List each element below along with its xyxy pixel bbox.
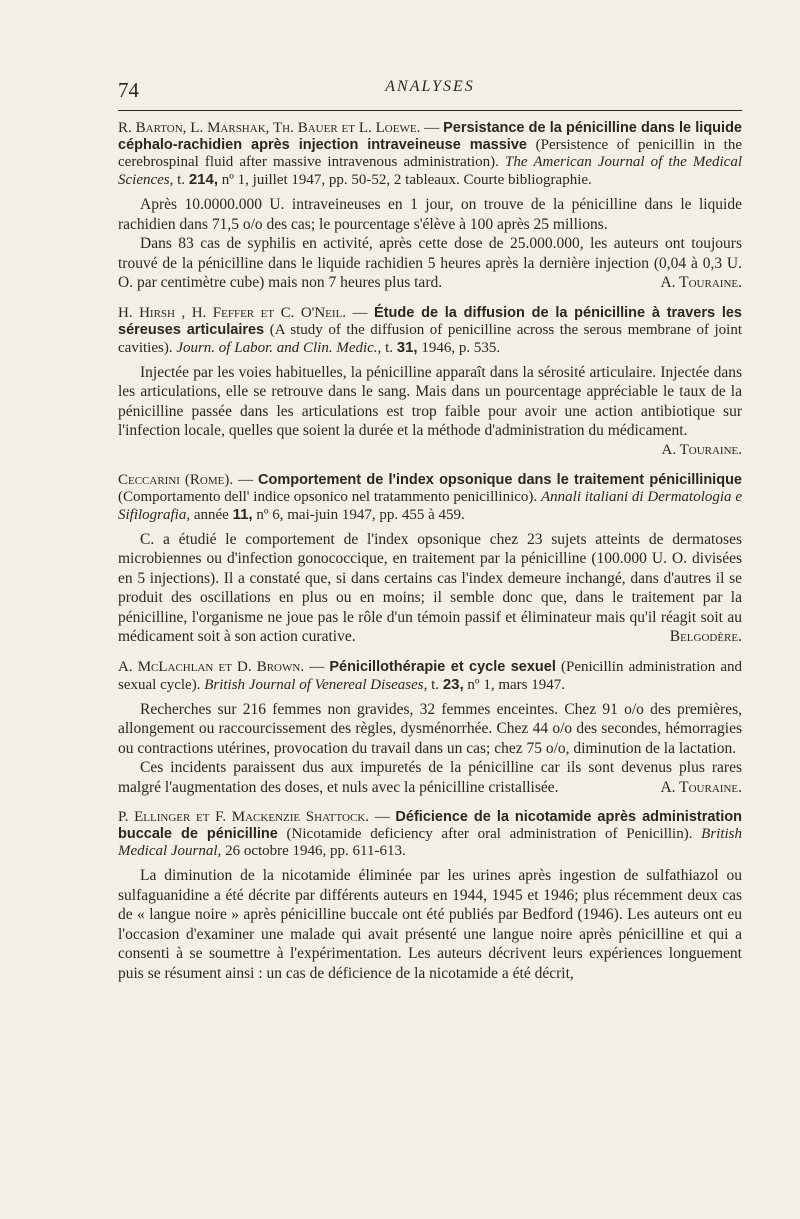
publication-details: 1946, p. 535. <box>421 339 501 356</box>
running-title: ANALYSES <box>385 78 475 95</box>
abstract-paragraph: C. a étudié le comportement de l'index opsonique chez 23 sujets atteints de dermatoses microbiennes ou d'infection gonococcique, en traitement par la pénicilline (100.000 U. O. divisées en 5 injections). Il a constaté que, si dans certains cas l'index demeure inchangé, dans d'autres il se produit des oscillations en plus ou en moins; il semble donc que, dans le traitement par la pénicilline, l'organisme ne joue pas le rôle d'un témoin passif et éliminateur mais qu'il réagit soit au médicament soit à son action curative. Belgodère. <box>118 530 742 645</box>
journal-name: British Medical Journal, <box>118 826 743 859</box>
journal-name: Journ. of Labor. and Clin. Medic., <box>176 339 382 356</box>
abstract-entry <box>118 305 742 460</box>
publication-details: nº 1, mars 1947. <box>467 676 565 693</box>
article-title: Déficience de la nicotamide après administration buccale de pénicilline <box>118 809 742 842</box>
abstract-paragraph: Ces incidents paraissent dus aux impuretés de la pénicilline car ils sont devenus plus rares malgré l'augmentation des doses, et nuls avec la pénicilline cristallisée. A. Touraine. <box>118 759 742 796</box>
publication-details: nº 1, juillet 1947, pp. 50-52, 2 tableaux. Courte bibliographie. <box>221 172 592 188</box>
volume-number: 11, <box>232 505 253 523</box>
authors: Ceccarini (Rome). — <box>118 471 254 488</box>
citation <box>118 809 742 860</box>
citation <box>118 120 742 189</box>
publication-details: nº 6, mai-juin 1947, pp. 455 à 459. <box>256 506 465 523</box>
volume-prefix: t. <box>431 676 440 693</box>
abstract-paragraph: La diminution de la nicotamide éliminée par les urines après ingestion de sulfathiazol ou sulfaguanidine a été décrite par différents auteurs en 1944, 1945 et 1946; plus récemment deux cas de « langue noire » après pénicilline buccale ont été publiés par Bedford (1946). Les auteurs ont eu l'occasion d'examiner une malade qui avait présenté une langue noire après pénicilline et qui a consenti à se soumettre à l'expérimentation. Les auteurs décrivent leurs expériences longuement puis se résument ainsi : un cas de déficience de la nicotamide a été décrit, <box>118 867 742 982</box>
abstract-paragraph: Dans 83 cas de syphilis en activité, après cette dose de 25.000.000, les auteurs ont toujours trouvé de la pénicilline dans le liquide rachidien 5 heures après la dernière injection (0,04 à 0,3 U. O. par centimètre cube) mais non 7 heures plus tard. A. Touraine. <box>118 235 742 291</box>
journal-name: The American Journal of the Medical Sciences, <box>118 154 742 188</box>
abstract-paragraph: Injectée par les voies habituelles, la pénicilline apparaît dans la sérosité articulaire. Injectée dans les articulations, elle se retrouve dans le sang. Mais dans un pourcentage appréciable le taux de la pénicilline passée dans les articulations est trop faible pour avoir une action antibiotique sur l'infection locale, quelles que soient la durée et la méthode d'administration du médicament. <box>118 363 742 439</box>
abstract-paragraph: Après 10.0000.000 U. intraveineuses en 1 jour, on trouve de la pénicilline dans le liquide rachidien dans 71,5 o/o des cas; le pourcentage s'élève à 100 après 25 millions. <box>118 196 742 233</box>
english-title: (A study of the diffusion of penicilline across the serous membrane of joint cavities). <box>118 321 743 356</box>
journal-name: British Journal of Venereal Diseases, <box>204 676 428 693</box>
volume-number: 23, <box>442 675 464 693</box>
authors: A. McLachlan et D. Brown. — <box>118 658 325 675</box>
article-title: Comportement de l'index opsonique dans le traitement pénicillinique <box>258 471 742 488</box>
abstract-entry <box>118 472 742 647</box>
abstract-entry <box>118 120 742 293</box>
reviewer-signature: Belgodère. <box>669 628 742 645</box>
english-title: (Penicillin administration and sexual cycle). <box>118 658 743 693</box>
reviewer-signature: A. Touraine. <box>660 274 742 291</box>
volume-prefix: année <box>193 506 229 523</box>
authors: P. Ellinger et F. Mackenzie Shattock. — <box>118 809 390 825</box>
english-title: (Comportamento dell' indice opsonico nel tratammento penicillinico). <box>118 488 538 505</box>
volume-number: 31, <box>396 338 418 356</box>
header-rule <box>118 110 742 111</box>
abstract-paragraph: Recherches sur 216 femmes non gravides, 32 femmes enceintes. Chez 91 o/o des premières, allongement ou raccourcissement des règles, dysménorrhée. Chez 44 o/o des secondes, hémorragies ou contractions utérines, provocation du travail dans un cas; chez 75 o/o, diminution de la lactation. <box>118 700 742 757</box>
page-number: 74 <box>118 78 139 102</box>
english-title: (Nicotamide deficiency after oral administration of Penicillin). <box>286 826 693 842</box>
abstract-entry <box>118 809 742 983</box>
article-title: Pénicillothérapie et cycle sexuel <box>329 658 556 675</box>
article-title: Persistance de la pénicilline dans le liquide céphalo-rachidien après injection intraveineuse massive <box>118 120 742 153</box>
volume-number: 214, <box>188 171 219 188</box>
abstract-entry <box>118 659 742 798</box>
publication-details: 26 octobre 1946, pp. 611-613. <box>225 843 406 859</box>
citation <box>118 659 742 694</box>
article-title: Étude de la diffusion de la pénicilline à travers les séreuses articulaires <box>118 304 742 338</box>
page-header <box>118 78 742 108</box>
citation <box>118 305 742 357</box>
reviewer-signature: A. Touraine. <box>661 441 742 458</box>
journal-name: Annali italiani di Dermatologia e Sifilografia, <box>118 488 743 523</box>
volume-prefix: t. <box>177 172 186 188</box>
authors: H. Hirsh , H. Feffer et C. O'Neil. — <box>118 304 368 321</box>
authors: R. Barton, L. Marshak, Th. Bauer et L. Loewe. — <box>118 120 440 136</box>
citation <box>118 472 742 524</box>
reviewer-signature: A. Touraine. <box>660 778 742 796</box>
page-content <box>118 120 742 995</box>
english-title: (Persistence of penicillin in the cerebrospinal fluid after massive intravenous administration). <box>118 137 742 170</box>
volume-prefix: t. <box>385 339 393 356</box>
